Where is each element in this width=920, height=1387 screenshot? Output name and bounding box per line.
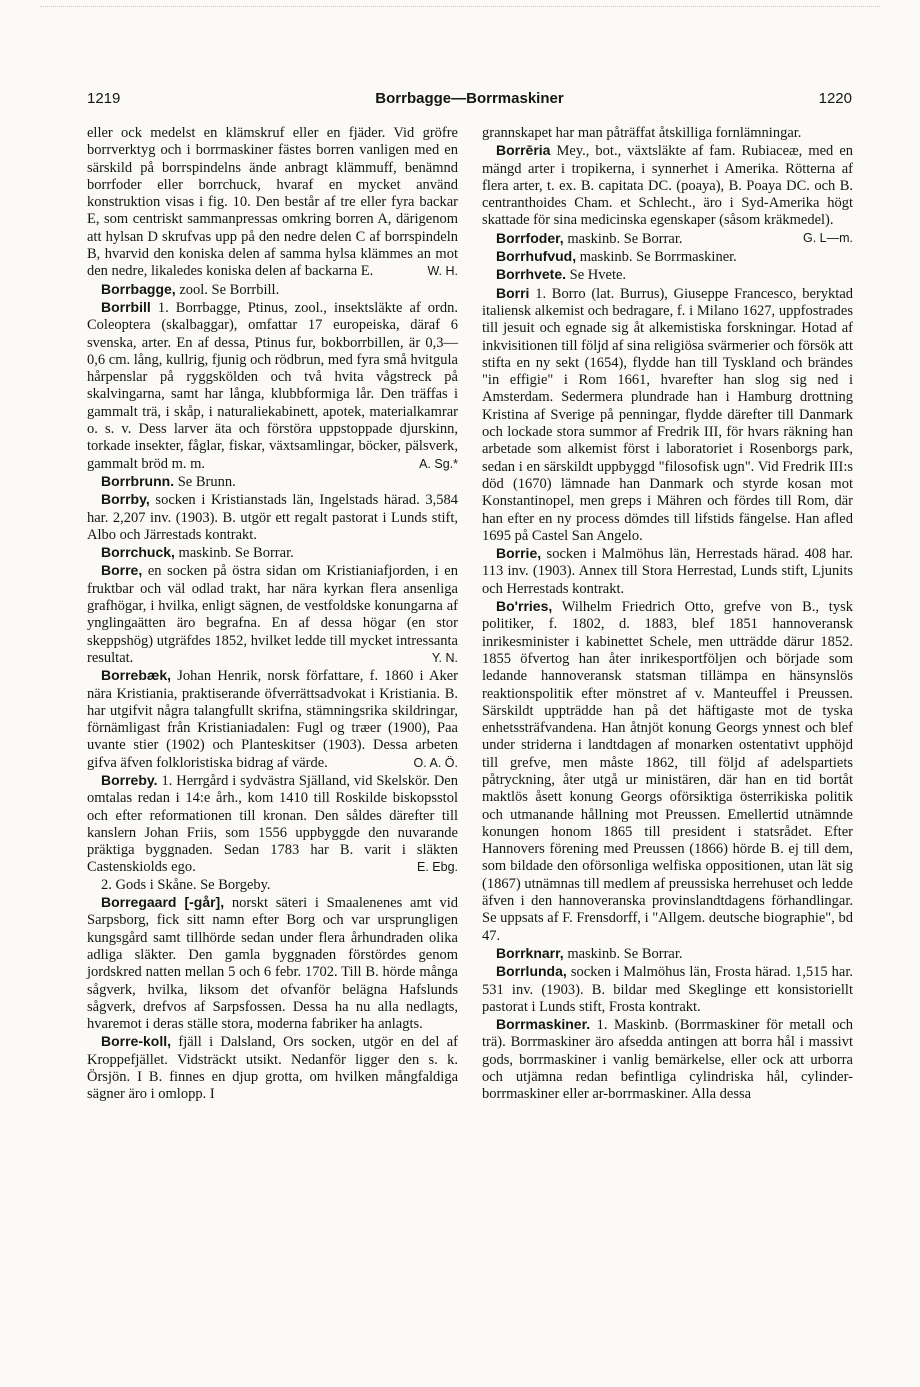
dictionary-entry <box>482 266 853 284</box>
entry-text: socken i Kristianstads län, Ingelstads härad. 3,584 har. 2,207 inv. (1903). B. utgör ett regalt pastorat i Lunds stift, Albo och Järrestads kontrakt. <box>87 492 459 543</box>
entry-headword: Borrebæk, <box>101 667 172 684</box>
entry-headword: Borrbrunn. <box>101 472 175 489</box>
dictionary-entry <box>482 285 853 545</box>
dictionary-entry <box>87 281 458 299</box>
entry-text: maskinb. Se Borrar. <box>178 545 294 562</box>
right-column <box>482 125 853 1104</box>
dictionary-entry <box>87 125 458 281</box>
entry-headword: Borrie, <box>496 545 542 562</box>
entry-text: maskinb. Se Borrar. <box>567 230 683 247</box>
entry-headword: Borre-koll, <box>101 1033 172 1050</box>
entry-text: eller ock medelst en klämskruf eller en fjäder. Vid gröfre borrverktyg och i borrmaskiner fästes borren vanligen med en särskild på borrspindelns ände anbragt klämmuff, benämnd borrfoder eller borrchuck, hvaraf en mycket använd konstruktion visas i fig. 10. Den består af tre eller fyra backar E, som centriskt sammanpressas omkring borren A, därigenom att hylsan D skrufvas upp på den nedre delen C af borrspindeln B, hvarvid den koniska delen af samma hylsa klämmes an mot den nedre, likaledes koniska delen af backarna E. <box>87 125 458 280</box>
entry-headword: Borrhvete. <box>496 266 567 283</box>
dictionary-entry <box>482 545 853 598</box>
dictionary-entry <box>482 125 853 142</box>
dictionary-entry <box>482 248 853 266</box>
entry-text: Mey., bot., växtsläkte af fam. Rubiaceæ, med en mängd arter i tropikerna, i synnerhet i Amerika. Rötterna af flera arter, t. ex. B. capitata DC. (poaya), B. Poaya DC. och B. centranthoides Cham. et Schlecht., äro i Syd-Amerika högt skattade för sina medicinska egenskaper (såsom kräkmedel). <box>482 143 854 229</box>
dictionary-entry <box>87 667 458 772</box>
dictionary-entry <box>87 299 458 473</box>
entry-text: socken i Malmöhus län, Herrestads härad. 408 har. 113 inv. (1903). Annex till Stora Herrestad, Lunds stift, Ljunits och Herrestads kontrakt. <box>482 546 854 597</box>
entry-text: grannskapet har man påträffat åtskilliga fornlämningar. <box>482 125 802 141</box>
entry-text: en socken på östra sidan om Kristianiafjorden, i en fruktbar och väl odlad trakt, har nära kyrkan flera ansenliga grafhögar, i hvilka, enligt sägnen, de vestfoldske konungarna af ynglingaätten äro begrafna. En af dessa högar (en stor skeppshög) utgräfdes 1852, hvilket ledde till mycket intressanta resultat. <box>87 563 458 666</box>
entry-headword: Borrlunda, <box>496 963 567 980</box>
entry-headword: Borrfoder, <box>496 229 564 246</box>
dictionary-entry <box>87 772 458 877</box>
entry-text: 1. Herrgård i sydvästra Själland, vid Skelskör. Den omtalas redan i 14:e årh., kom 1410 till Roskilde biskopsstol och efter reformationen till kronan. Den såldes därefter till kanslern Johan Friis, som 1556 uppbyggde den nuvarande präktiga byggnaden. Sedan 1783 har B. varit i släkten Castenskiolds ego. <box>87 772 458 876</box>
entry-text: maskinb. Se Borrar. <box>567 945 683 962</box>
entry-headword: Borri <box>496 284 530 301</box>
dictionary-entry <box>482 963 853 1016</box>
dictionary-entry <box>87 491 458 544</box>
entry-headword: Borrbill <box>101 298 151 315</box>
entry-headword: Borregaard [-går], <box>101 894 225 911</box>
dictionary-entry <box>87 877 458 894</box>
entry-text: Se Brunn. <box>177 473 236 490</box>
author-signature: E. Ebg. <box>417 860 458 875</box>
dictionary-entry <box>87 894 458 1033</box>
author-signature: G. L—m. <box>802 230 853 245</box>
entry-headword: Borrknarr, <box>496 944 564 961</box>
dictionary-entry <box>87 473 458 491</box>
author-signature: A. Sg.* <box>419 456 458 471</box>
dictionary-entry <box>87 1033 458 1103</box>
entry-headword: Borrhufvud, <box>496 248 577 265</box>
entry-headword: Borrchuck, <box>101 544 175 561</box>
dictionary-entry <box>482 1016 853 1103</box>
author-signature: O. A. Ö. <box>413 755 458 770</box>
entry-headword: Borreby. <box>101 771 158 788</box>
entry-text: maskinb. Se Borrmaskiner. <box>579 249 737 266</box>
entry-headword: Borrbagge, <box>101 280 176 297</box>
entry-text: fjäll i Dalsland, Ors socken, utgör en del af Kroppefjället. Vidsträckt utsikt. Nedanför ligger den s. k. Örsjön. I B. finnes en djup grotta, om hvilken mångfaldiga sägner äro i omlopp. I <box>87 1034 458 1103</box>
entry-text: 2. Gods i Skåne. Se Borgeby. <box>101 876 271 893</box>
author-signature: Y. N. <box>431 650 458 665</box>
entry-text: 1. Borrbagge, Ptinus, zool., insektsläkte af ordn. Coleoptera (skalbaggar), omfattar 17 europeiska, däraf 6 svenska, arter. En af dessa, Ptinus fur, bokborrbillen, är 0,3—0,6 cm. lång, kullrig, fjunig och rödbrun, med fyra små hvitgula hårpenslar på ryggskölden och två hvita vågstreck på skalvingarna, samt har långa, klubbformiga lår. Den träffas i gammalt trä, i skåp, i naturaliekabinett, apotek, materialkamrar o. s. v. Dess larver äta och förstöra uppstoppade djurskinn, torkade insekter, fåglar, fiskar, växtsamlingar, böcker, pälsverk, gammalt bröd m. m. <box>87 299 459 472</box>
entry-text: Wilhelm Friedrich Otto, grefve von B., tysk politiker, f. 1802, d. 1883, blef 1851 hannoveransk inrikesminister i kabinettet Schele, men utträdde därur 1852. 1855 öfvertog han åter inrikesportföljen och började som ledande hannoveransk statsman tillämpa en hänsynslös reaktionspolitik efter mönstret af v. Manteuffel i Preussen. Särskildt uppträdde han på det häftigaste mot de tyska enhetssträfvandena. Han åtnjöt konung Georgs ynnest och blef under striderna i landtdagen af monarken ostentativt upphöjd till grefve, men måste 1862, till följd af adelspartiets påtryckning, åter utgå ur ministären, där han en tid bortåt maktlös åsett konung Georgs oförsiktiga österrikiska politik och utmanande hållning mot Preussen. Emellertid utnämnde konungen honom 1865 till president i statsrådet. Efter Hannovers förening med Preussen (1866) hörde B. ej till dem, som bildade den oförsonliga welfiska oppositionen, utan lät sig (1867) utnämnas till medlem af preussiska herrehuset och ledde äfven i den hannoveranska provinslandtdagens förhandlingar. Se uppsats af F. Frensdorff, i "Allgem. deutsche biographie", bd 47. <box>482 599 853 944</box>
scan-edge <box>40 6 880 9</box>
dictionary-entry <box>87 544 458 562</box>
entry-headword: Borrby, <box>101 491 150 508</box>
page-header <box>87 90 852 114</box>
entry-headword: Borrēria <box>496 142 551 159</box>
entry-text: socken i Malmöhus län, Frosta härad. 1,515 har. 531 inv. (1903). B. bildar med Skeglinge ett konsistoriellt pastorat i Lunds stift, Frosta kontrakt. <box>482 964 854 1015</box>
left-column <box>87 125 458 1104</box>
entry-text: zool. Se Borrbill. <box>179 281 280 298</box>
dictionary-entry <box>87 562 458 667</box>
entry-headword: Borrmaskiner. <box>496 1016 591 1033</box>
running-title: Borrbagge—Borrmaskiner <box>375 90 564 107</box>
dictionary-entry <box>482 945 853 963</box>
entry-headword: Bo'rries, <box>496 598 553 615</box>
entry-text: 1. Borro (lat. Burrus), Giuseppe Francesco, beryktad italiensk alkemist och bedragare, f. i Milano 1627, uppfostrades till jesuit och egnade sig åt alkemistiska forskningar. Hotad af inkvisitionen till följd af sina religiösa svärmerier och försök att stifta en ny sekt (1654), flydde han till Tyskland och brändes "in effigie" i Rom 1661, hvarefter han slog sig ned i Amsterdam. Sedermera plundrade han i Hamburg drottning Kristina af Sverige på penningar, flydde därefter till Danmark och lockade stora summor af Fredrik III, för hvars räkning han arbetade som alkemist först i laboratoriet i Rosenborgs park, sedan i en särskildt uppbyggd "filosofisk ugn". Vid Fredrik III:s död (1670) lämnade han Danmark och styrde kosan mot Konstantinopel, men greps i Mähren och fördes till Rom, där han efter en ny process dömdes till lifstids fängelse. Han afled 1695 på Castel San Angelo. <box>482 285 853 544</box>
entry-text: norskt säteri i Smaalenenes amt vid Sarpsborg, fick sitt namn efter Borg och var ursprungligen kungsgård samt tillhörde sedan under flera århundraden olika adliga släkter. Den gamla byggnaden förstördes genom jordskred natten mellan 5 och 6 febr. 1702. Till B. hörde många sågverk, hvilka, liksom det ofvanför belägna Hafslunds sågverk, drefvos af Sarpsfossen. Dessa ha nu alla nedlagts, hvaremot i deras ställe stora, moderna fabriker ha anlagts. <box>87 895 458 1033</box>
entry-headword: Borre, <box>101 562 143 579</box>
dictionary-entry <box>482 598 853 945</box>
entry-text: Se Hvete. <box>569 267 627 284</box>
author-signature: W. H. <box>427 264 458 279</box>
page-number-left: 1219 <box>87 90 121 107</box>
entry-text: 1. Maskinb. (Borrmaskiner för metall och trä). Borrmaskiner äro afsedda antingen att borra hål i massivt gods, borrmaskiner i vanlig bemärkelse, eller ock att urborra och utjämna redan befintliga cylindriska hål, cylinder-borrmaskiner eller ar-borrmaskiner. Alla dessa <box>482 1017 854 1103</box>
page-number-right: 1220 <box>818 90 852 107</box>
entry-text: Johan Henrik, norsk författare, f. 1860 i Aker nära Kristiania, praktiserande öfverrättsadvokat i Kristiania. B. har utgifvit några talangfullt skrifna, stämningsrika skildringar, förnämligast från Kristianiadalen: Fugl og træer (1900), Paa uvante stier (1902) och Planteskitser (1903). Dessa arbeten gifva äfven folkloristiska bidrag af värde. <box>87 668 458 771</box>
